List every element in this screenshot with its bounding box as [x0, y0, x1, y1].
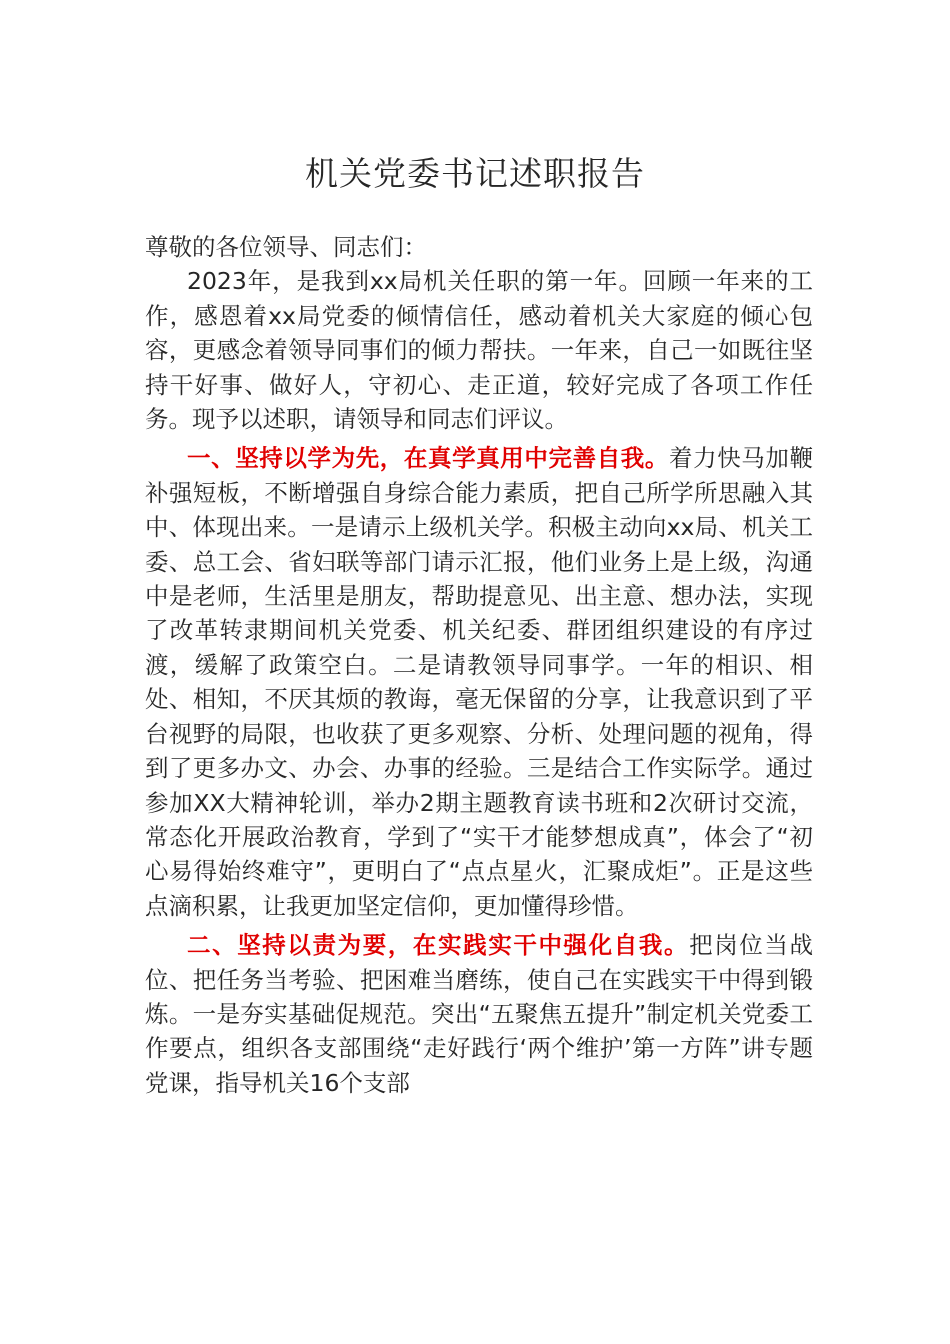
paragraph-section-2: [145, 928, 813, 1100]
document-body: [145, 230, 813, 1100]
section-1-heading: 一、坚持以学为先，在真学真用中完善自我。: [187, 444, 669, 473]
section-2-text: 把岗位当战位、把任务当考验、把困难当磨练，使自己在实践实干中得到锻炼。一是夯实基础促规范。突出“五聚焦五提升”制定机关党委工作要点，组织各支部围绕“走好践行‘两个维护’第一方阵”讲专题党课，指导机关16个支部: [145, 931, 814, 1097]
paragraph-intro-text: 2023年，是我到xx局机关任职的第一年。回顾一年来的工作，感恩着xx局党委的倾情信任，感动着机关大家庭的倾心包容，更感念着领导同事们的倾力帮扶。一年来，自己一如既往坚持干好事、做好人，守初心、走正道，较好完成了各项工作任务。现予以述职，请领导和同志们评议。: [145, 267, 813, 434]
salutation: 尊敬的各位领导、同志们：: [145, 233, 427, 261]
section-2-heading: 二、坚持以责为要，在实践实干中强化自我。: [187, 931, 690, 960]
paragraph-intro: [145, 264, 813, 436]
document-title: 机关党委书记述职报告: [305, 154, 645, 193]
paragraph-section-1: [145, 441, 813, 923]
section-1-text: 着力快马加鞭补强短板，不断增强自身综合能力素质，把自己所学所思融入其中、体现出来。一是请示上级机关学。积极主动向xx局、机关工委、总工会、省妇联等部门请示汇报，他们业务上是上级，沟通中是老师，生活里是朋友，帮助提意见、出主意、想办法，实现了改革转隶期间机关党委、机关纪委、群团组织建设的有序过渡，缓解了政策空白。二是请教领导同事学。一年的相识、相处、相知，不厌其烦的教诲，毫无保留的分享，让我意识到了平台视野的局限，也收获了更多观察、分析、处理问题的视角，得到了更多办文、办会、办事的经验。三是结合工作实际学。通过参加XX大精神轮训，举办2期主题教育读书班和2次研讨交流，常态化开展政治教育，学到了“实干才能梦想成真”，体会了“初心易得始终难守”，更明白了“点点星火，汇聚成炬”。正是这些点滴积累，让我更加坚定信仰，更加懂得珍惜。: [145, 444, 813, 920]
